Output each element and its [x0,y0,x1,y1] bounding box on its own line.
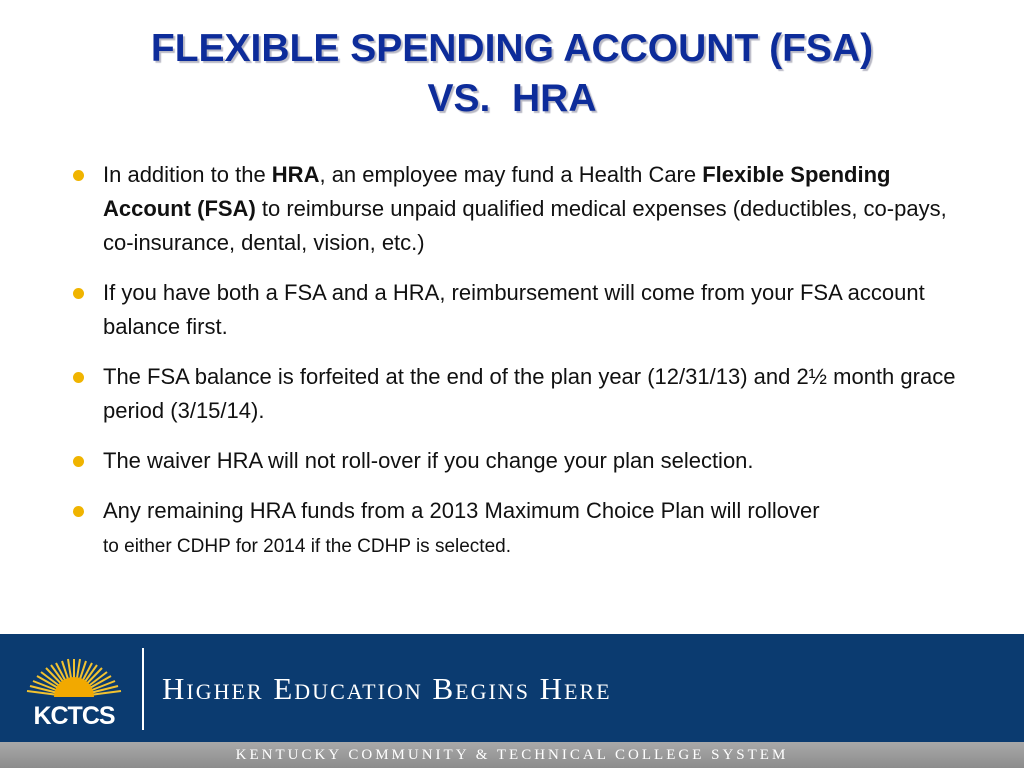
bullet-dot-icon [73,288,84,299]
footer-tagline: Higher Education Begins Here [162,671,612,706]
bullet-text: to reimburse unpaid qualified medical expenses (deductibles, co-pays, co-insurance, dental, vision, etc.) [103,196,947,255]
bullet-bold-text: Flexible Spending Account (FSA) [103,162,891,221]
bullet-item [70,444,975,478]
slide-title-line-1: FLEXIBLE SPENDING ACCOUNT (FSA) [150,27,874,70]
bullet-dot-icon [73,456,84,467]
logo-text: KCTCS [33,702,115,730]
bullet-text: The waiver HRA will not roll-over if you change your plan selection. [103,448,754,473]
bullet-item [70,276,975,344]
bullet-text: If you have both a FSA and a HRA, reimbursement will come from your FSA account balance first. [103,280,925,339]
footer-strip-text: KENTUCKY COMMUNITY & TECHNICAL COLLEGE SYSTEM [235,747,789,763]
bullet-item [70,494,975,564]
bullet-text: , an employee may fund a Health Care [319,162,703,187]
slide-title [0,24,1024,124]
bullet-dot-icon [73,506,84,517]
bullet-item [70,360,975,428]
bullet-bold-text: HRA [271,162,320,187]
slide-title-line-2: VS. HRA [427,77,597,120]
footer-divider [142,648,144,730]
bullet-dot-icon [73,170,84,181]
bullet-text: Any remaining HRA funds from a 2013 Maximum Choice Plan will rollover [103,498,820,523]
bullet-list [70,158,975,580]
bullet-text: In addition to the [103,162,272,187]
bullet-item [70,158,975,260]
bullet-text: The FSA balance is forfeited at the end of the plan year (12/31/13) and 2½ month grace period (3/15/14). [103,364,956,423]
bullet-small-text: to either CDHP for 2014 if the CDHP is selected. [103,536,511,557]
bullet-dot-icon [73,372,84,383]
